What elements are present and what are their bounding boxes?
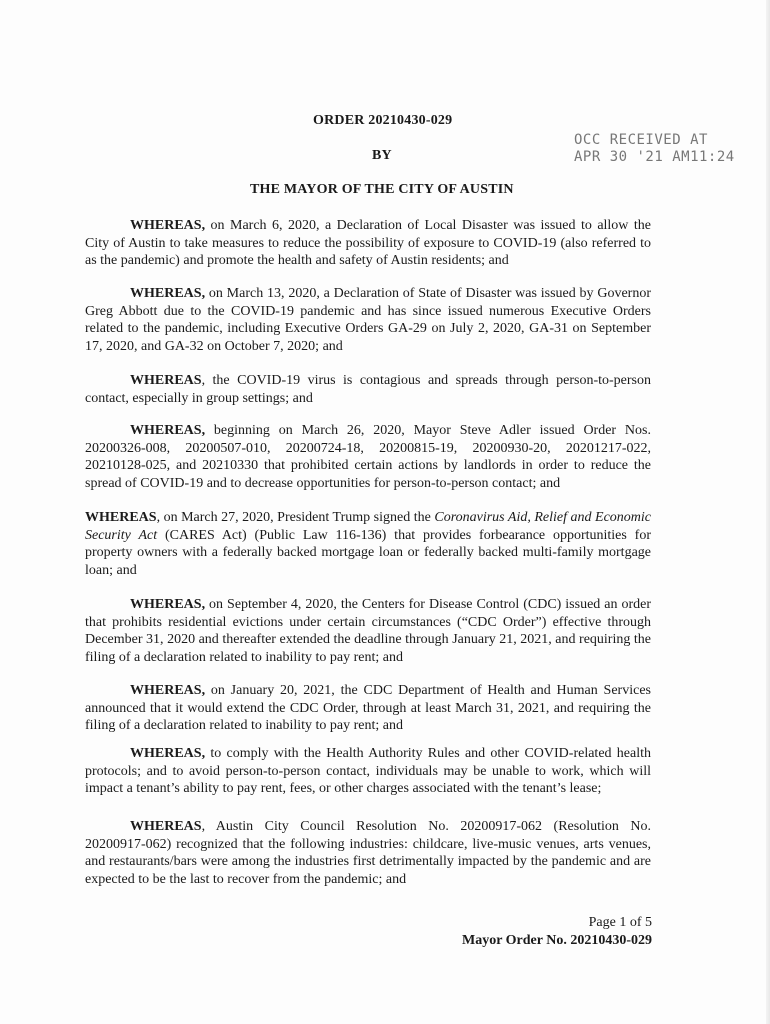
paragraph-text: on January 20, 2021, the CDC Department of Health and Human Services announced that it would extend the CDC Order, through at least March 31, 2021, and requiring the filing of a declaration related to inability to pay rent; and [85,683,651,733]
whereas-paragraph-7 [85,682,651,735]
whereas-lead: WHEREAS, [130,218,206,233]
whereas-lead: WHEREAS [130,819,202,834]
footer-order-number: Mayor Order No. 20210430-029 [461,933,652,948]
whereas-paragraph-2 [85,285,651,355]
paragraph-text: beginning on March 26, 2020, Mayor Steve Adler issued Order Nos. 20200326-008, 20200507-010, 20200724-18, 20200815-19, 20200930-20, 20201217-022, 20210128-025, and 20210330 that prohibited certain actions by landlords in order to reduce the spread of COVID-19 and to decrease opportunities for person-to-person contact; and [85,423,651,491]
page-number: Page 1 of 5 [588,915,652,930]
order-title: ORDER 20210430-029 [313,113,453,128]
whereas-lead: WHEREAS, [130,746,206,761]
scan-edge [766,0,770,1024]
whereas-lead: WHEREAS, [130,683,206,698]
whereas-paragraph-3 [85,372,651,407]
whereas-paragraph-4 [85,422,651,492]
paragraph-text: (CARES Act) (Public Law 116-136) that provides forbearance opportunities for property owners with a federally backed mortgage loan or federally backed multi-family mortgage loan; and [85,527,652,578]
whereas-lead: WHEREAS [130,373,202,388]
whereas-paragraph-6 [85,596,651,666]
paragraph-text: , on March 27, 2020, President Trump signed the [156,510,435,525]
paragraph-text: on March 13, 2020, a Declaration of State of Disaster was issued by Governor Greg Abbott due to the COVID-19 pandemic and has since issued numerous Executive Orders related to the pandemic, including Executive Orders GA-29 on July 2, 2020, GA-31 on September 17, 2020, and GA-32 on October 7, 2020; and [85,286,651,354]
whereas-lead: WHEREAS, [130,423,206,438]
page-footer [462,914,652,950]
whereas-paragraph-1 [85,217,651,270]
order-issuer: THE MAYOR OF THE CITY OF AUSTIN [250,182,514,197]
whereas-lead: WHEREAS, [130,597,206,612]
paragraph-text: , Austin City Council Resolution No. 20200917-062 (Resolution No. 20200917-062) recognized that the following industries: childcare, live-music venues, arts venues, and restaurants/bars were among the industries first detrimentally impacted by the pandemic and are expected to be the last to recover from the pandemic; and [85,819,651,887]
stamp-line-1: OCC RECEIVED AT [574,132,708,148]
whereas-lead: WHEREAS [85,510,157,525]
paragraph-text: on September 4, 2020, the Centers for Disease Control (CDC) issued an order that prohibits residential evictions under certain circumstances (“CDC Order”) effective through December 31, 2020 and thereafter extended the deadline through January 21, 2021, and requiring the filing of a declaration related to inability to pay rent; and [85,597,651,665]
act-title: Coronavirus Aid, Relief and Economic Security Act [85,510,651,543]
paragraph-text: on March 6, 2020, a Declaration of Local Disaster was issued to allow the City of Austin to take measures to reduce the possibility of exposure to COVID-19 (also referred to as the pandemic) and promote the health and safety of Austin residents; and [85,218,651,268]
paragraph-text: , the COVID-19 virus is contagious and spreads through person-to-person contact, especially in group settings; and [85,373,651,406]
stamp-line-2: APR 30 '21 AM11:24 [574,149,735,165]
whereas-lead: WHEREAS, [130,286,206,301]
whereas-paragraph-8 [85,745,651,798]
received-stamp [574,132,735,166]
paragraph-text: to comply with the Health Authority Rules and other COVID-related health protocols; and to avoid person-to-person contact, individuals may be unable to work, which will impact a tenant’s ability to pay rent, fees, or other charges associated with the tenant’s lease; [85,746,651,796]
whereas-paragraph-5 [85,509,651,579]
whereas-paragraph-9 [85,818,651,888]
order-by: BY [372,148,392,163]
